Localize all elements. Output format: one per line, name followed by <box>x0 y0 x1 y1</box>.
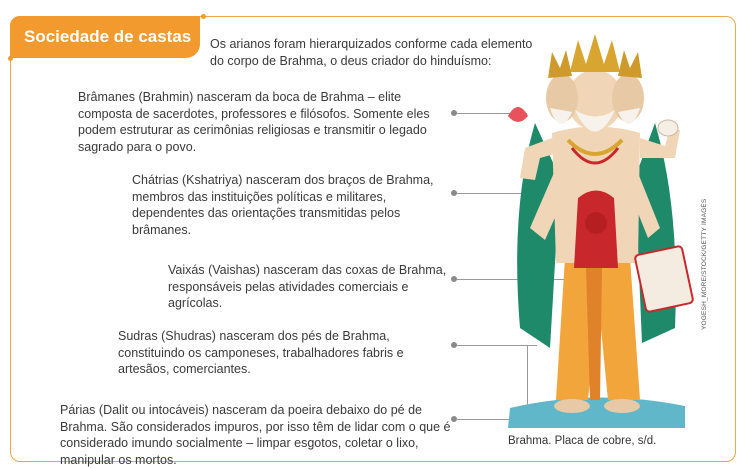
statue-crown <box>570 34 620 72</box>
caste-text: Vaixás (Vaishas) nasceram das coxas de Brahma, responsáveis pelas atividades comerciais e agrícolas. <box>168 263 447 310</box>
caste-parias <box>60 402 452 468</box>
frame-corner-dot <box>201 14 206 19</box>
caste-text: Sudras (Shudras) nasceram dos pés de Brahma, constituindo os camponeses, trabalhadores fabris e artesãos, comerciantes. <box>118 329 404 376</box>
section-title: Sociedade de castas <box>10 16 200 58</box>
caste-text: Párias (Dalit ou intocáveis) nasceram da poeira debaixo do pé de Brahma. São considerados impuros, por isso têm de lidar com o que é considerado imundo socialmente – limpar esgotos, coletar o lixo, manipular os mortos. <box>60 403 451 467</box>
lotus-icon <box>508 107 528 122</box>
statue-base <box>508 397 685 428</box>
caste-text: Brâmanes (Brahmin) nasceram da boca de Brahma – elite composta de sacerdotes, professores e filósofos. Somente eles podem estruturar as cerimônias religiosas e transmitir o legado sagrado para o povo. <box>78 90 430 154</box>
intro-text: Os arianos foram hierarquizados conforme cada elemento do corpo de Brahma, o deus criador do hinduísmo: <box>210 37 533 68</box>
caste-bramanes <box>78 89 448 155</box>
statue-foot-left <box>554 399 590 413</box>
brahma-statue-image <box>490 28 700 433</box>
caste-text: Chátrias (Kshatriya) nasceram dos braços de Brahma, membros das instituições políticas e militares, dependentes das orientações transmitidas pelos brâmanes. <box>132 173 434 237</box>
caste-sudras <box>118 328 452 378</box>
caste-vaixas <box>168 262 452 312</box>
shell-icon <box>658 120 678 136</box>
frame-corner-dot <box>8 56 13 61</box>
image-credit: YOGESH_MORE/STOCK/GETTY IMAGES <box>701 198 708 330</box>
caste-chatrias <box>132 172 450 238</box>
statue-foot-right <box>604 399 640 413</box>
image-caption: Brahma. Placa de cobre, s/d. <box>508 435 657 447</box>
